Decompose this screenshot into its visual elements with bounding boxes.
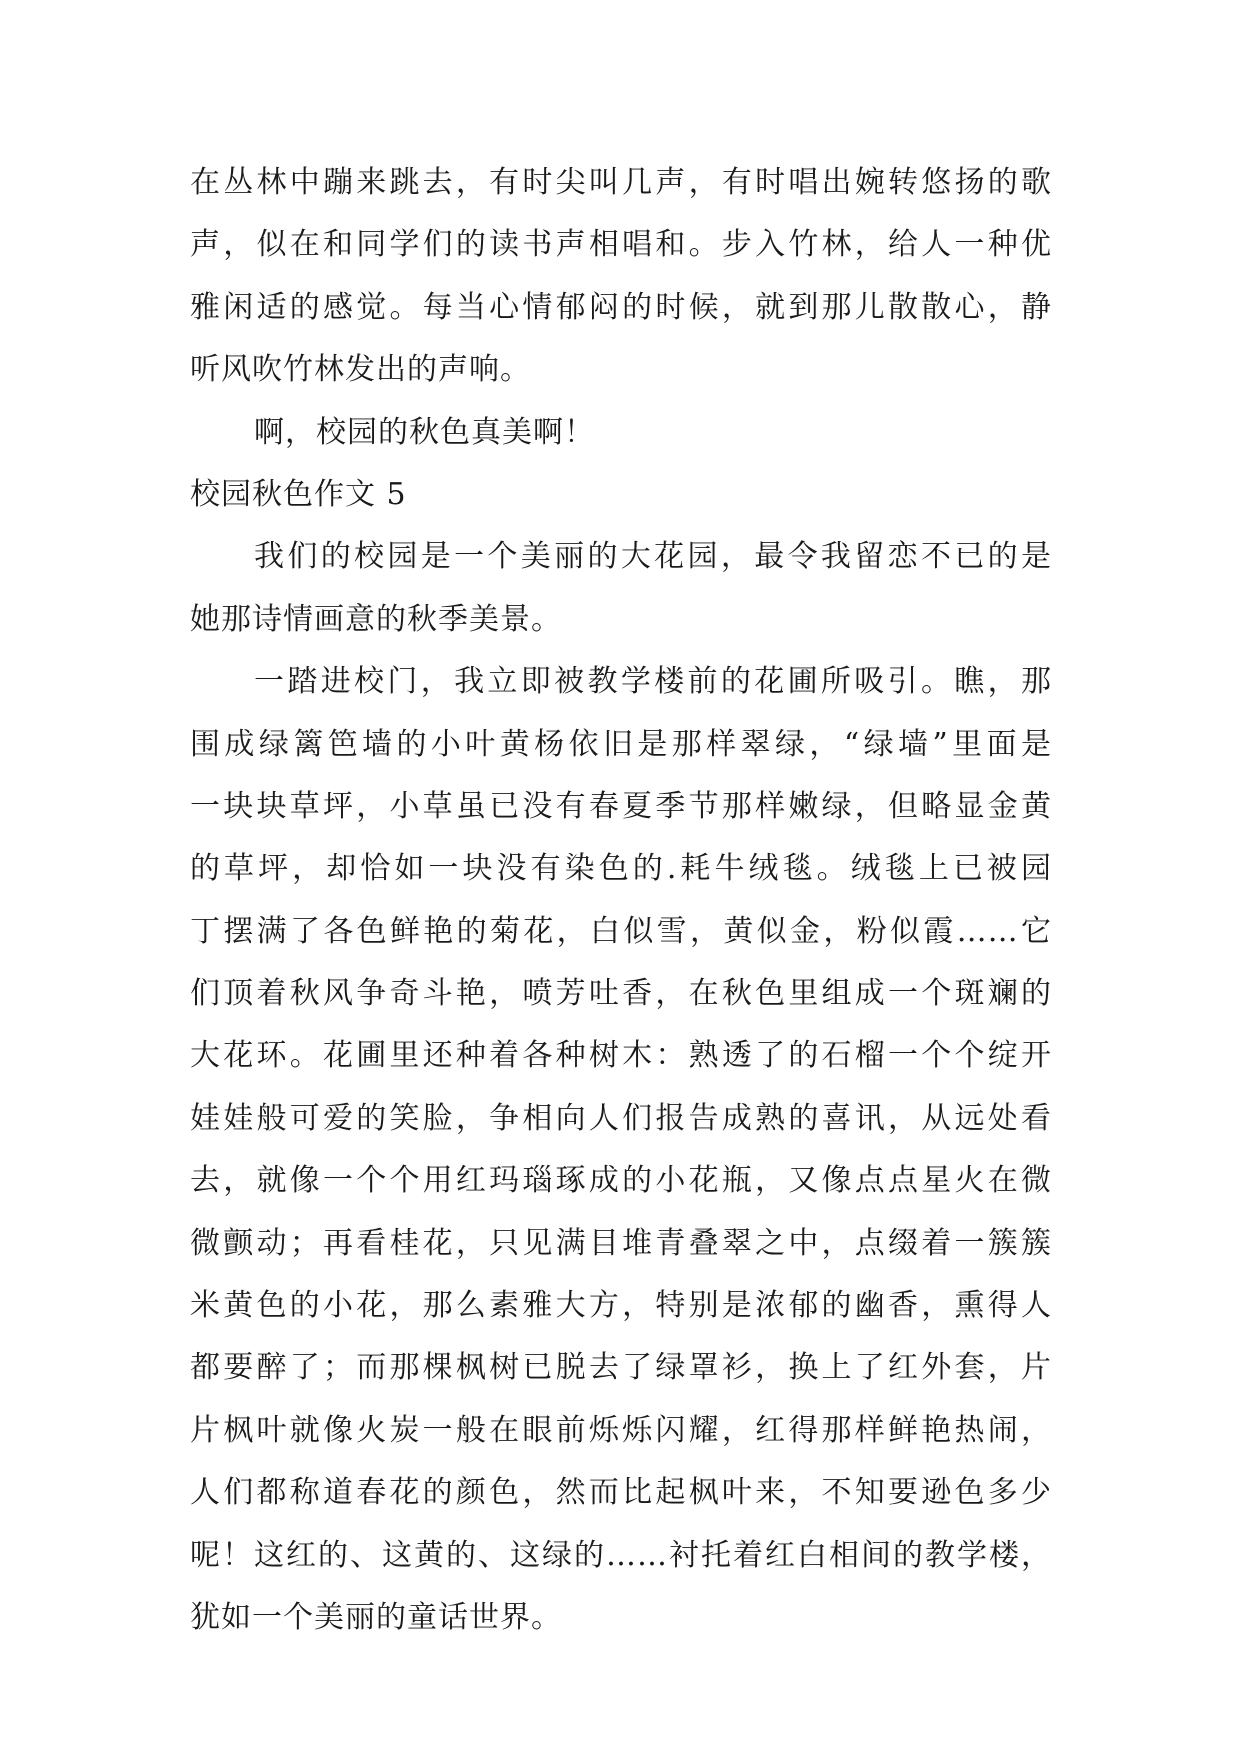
text-line: 听风吹竹林发出的声响。 [190,352,531,388]
text-line: 的草坪，却恰如一块没有染色的.耗牛绒毯。绒毯上已被园 [190,851,1052,887]
section-title: 校园秋色作文 5 [190,476,407,512]
text-line: 片枫叶就像火炭一般在眼前烁烁闪耀，红得那样鲜艳热闹， [190,1412,1052,1448]
closing-line: 啊，校园的秋色真美啊！ [254,414,595,450]
text-line: 雅闲适的感觉。每当心情郁闷的时候，就到那儿散散心，静 [190,289,1052,325]
text-line: 都要醉了；而那棵枫树已脱去了绿罩衫，换上了红外套，片 [190,1350,1052,1386]
text-line: 我们的校园是一个美丽的大花园，最令我留恋不已的是 [254,539,1052,575]
text-line: 犹如一个美丽的童话世界。 [190,1599,562,1635]
text-line: 们顶着秋风争奇斗艳，喷芳吐香，在秋色里组成一个斑斓的 [190,976,1052,1012]
text-line: 米黄色的小花，那么素雅大方，特别是浓郁的幽香，熏得人 [190,1288,1052,1324]
text-line: 大花环。花圃里还种着各种树木：熟透了的石榴一个个绽开 [190,1038,1052,1074]
text-line: 围成绿篱笆墙的小叶黄杨依旧是那样翠绿，“绿墙”里面是 [190,726,1052,762]
text-line: 一块块草坪，小草虽已没有春夏季节那样嫩绿，但略显金黄 [190,788,1052,824]
text-line: 去，就像一个个用红玛瑙琢成的小花瓶，又像点点星火在微 [190,1163,1052,1199]
text-line: 一踏进校门，我立即被教学楼前的花圃所吸引。瞧，那 [254,664,1052,700]
text-line: 在丛林中蹦来跳去，有时尖叫几声，有时唱出婉转悠扬的歌 [190,165,1052,200]
text-line: 人们都称道春花的颜色，然而比起枫叶来，不知要逊色多少 [190,1475,1052,1511]
text-line: 她那诗情画意的秋季美景。 [190,601,562,637]
text-line: 丁摆满了各色鲜艳的菊花，白似雪，黄似金，粉似霞……它 [190,913,1052,949]
text-line: 声，似在和同学们的读书声相唱和。步入竹林，给人一种优 [190,227,1052,263]
text-line: 娃娃般可爱的笑脸，争相向人们报告成熟的喜讯，从远处看 [190,1100,1052,1136]
document-page [190,152,1052,1649]
text-line: 微颤动；再看桂花，只见满目堆青叠翠之中，点缀着一簇簇 [190,1225,1052,1261]
text-line: 呢！这红的、这黄的、这绿的……衬托着红白相间的教学楼， [190,1537,1052,1573]
